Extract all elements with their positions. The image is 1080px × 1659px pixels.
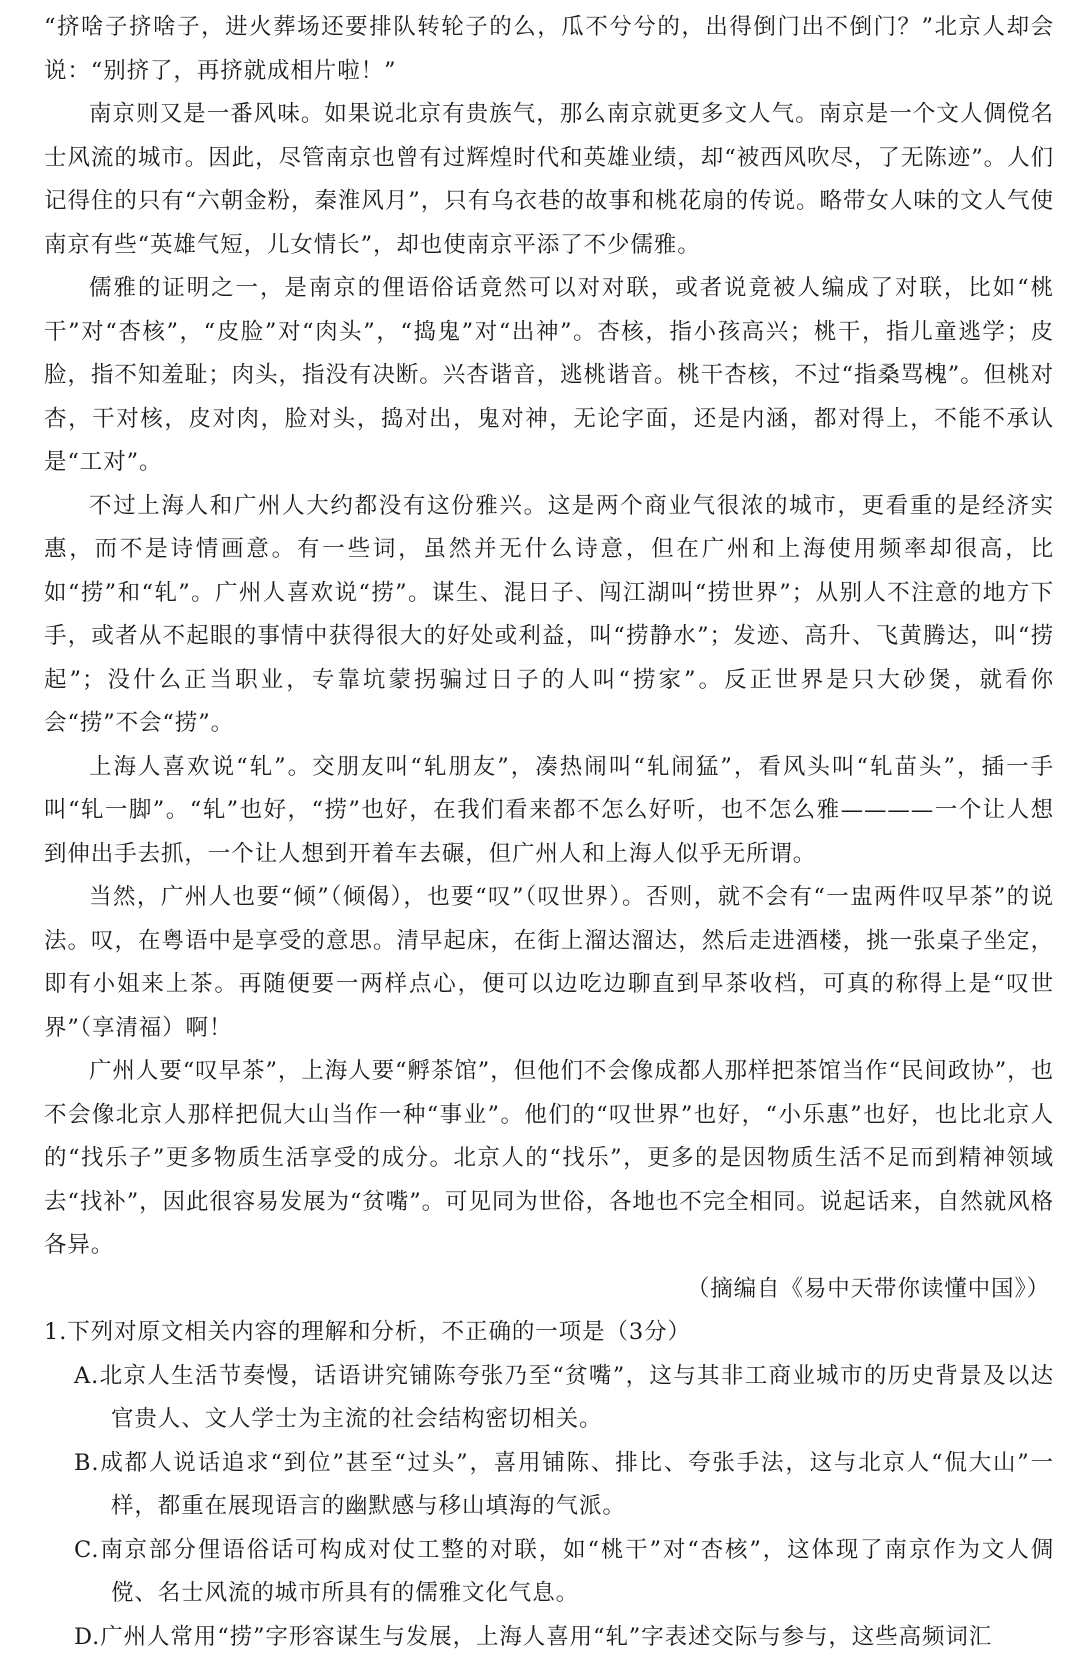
article-paragraph-1: “挤啥子挤啥子，进火葬场还要排队转轮子的么，瓜不兮兮的，出得倒门出不倒门？”北京人却会说：“别挤了，再挤就成相片啦！” bbox=[44, 6, 1054, 93]
question-option-b: B.成都人说话追求“到位”甚至“过头”，喜用铺陈、排比、夸张手法，这与北京人“侃大山”一样，都重在展现语言的幽默感与移山填海的气派。 bbox=[74, 1442, 1054, 1529]
article-paragraph-3: 儒雅的证明之一，是南京的俚语俗话竟然可以对对联，或者说竟被人编成了对联，比如“桃干”对“杏核”，“皮脸”对“肉头”，“捣鬼”对“出神”。杏核，指小孩高兴；桃干，指儿童逃学；皮脸，指不知羞耻；肉头，指没有决断。兴杏谐音，逃桃谐音。桃干杏核，不过“指桑骂槐”。但桃对杏，干对核，皮对肉，脸对头，捣对出，鬼对神，无论字面，还是内涵，都对得上，不能不承认是“工对”。 bbox=[44, 267, 1054, 485]
exam-page bbox=[44, 6, 1054, 1659]
question-option-c: C.南京部分俚语俗话可构成对仗工整的对联，如“桃干”对“杏核”，这体现了南京作为文人倜傥、名士风流的城市所具有的儒雅文化气息。 bbox=[74, 1529, 1054, 1616]
article-paragraph-7: 广州人要“叹早茶”，上海人要“孵茶馆”，但他们不会像成都人那样把茶馆当作“民间政协”，也不会像北京人那样把侃大山当作一种“事业”。他们的“叹世界”也好，“小乐惠”也好，也比北京人的“找乐子”更多物质生活享受的成分。北京人的“找乐”，更多的是因物质生活不足而到精神领域去“找补”，因此很容易发展为“贫嘴”。可见同为世俗，各地也不完全相同。说起话来，自然就风格各异。 bbox=[44, 1050, 1054, 1268]
article-source: （摘编自《易中天带你读懂中国》） bbox=[44, 1268, 1054, 1312]
question-option-d: D.广州人常用“捞”字形容谋生与发展，上海人喜用“轧”字表述交际与参与，这些高频词汇 bbox=[74, 1616, 1054, 1659]
article-paragraph-4: 不过上海人和广州人大约都没有这份雅兴。这是两个商业气很浓的城市，更看重的是经济实惠，而不是诗情画意。有一些词，虽然并无什么诗意，但在广州和上海使用频率却很高，比如“捞”和“轧”。广州人喜欢说“捞”。谋生、混日子、闯江湖叫“捞世界”；从别人不注意的地方下手，或者从不起眼的事情中获得很大的好处或利益，叫“捞静水”；发迹、高升、飞黄腾达，叫“捞起”；没什么正当职业，专靠坑蒙拐骗过日子的人叫“捞家”。反正世界是只大砂煲，就看你会“捞”不会“捞”。 bbox=[44, 485, 1054, 746]
question-option-a: A.北京人生活节奏慢，话语讲究铺陈夸张乃至“贫嘴”，这与其非工商业城市的历史背景及以达官贵人、文人学士为主流的社会结构密切相关。 bbox=[74, 1355, 1054, 1442]
article-paragraph-6: 当然，广州人也要“倾”（倾偈），也要“叹”（叹世界）。否则，就不会有“一盅两件叹早茶”的说法。叹，在粤语中是享受的意思。清早起床，在街上溜达溜达，然后走进酒楼，挑一张桌子坐定，即有小姐来上茶。再随便要一两样点心，便可以边吃边聊直到早茶收档，可真的称得上是“叹世界”（享清福）啊！ bbox=[44, 876, 1054, 1050]
article-paragraph-5: 上海人喜欢说“轧”。交朋友叫“轧朋友”，凑热闹叫“轧闹猛”，看风头叫“轧苗头”，插一手叫“轧一脚”。“轧”也好，“捞”也好，在我们看来都不怎么好听，也不怎么雅————一个让人想到伸出手去抓，一个让人想到开着车去碾，但广州人和上海人似乎无所谓。 bbox=[44, 746, 1054, 877]
article-paragraph-2: 南京则又是一番风味。如果说北京有贵族气，那么南京就更多文人气。南京是一个文人倜傥名士风流的城市。因此，尽管南京也曾有过辉煌时代和英雄业绩，却“被西风吹尽，了无陈迹”。人们记得住的只有“六朝金粉，秦淮风月”，只有乌衣巷的故事和桃花扇的传说。略带女人味的文人气使南京有些“英雄气短，儿女情长”，却也使南京平添了不少儒雅。 bbox=[44, 93, 1054, 267]
question-stem: 1.下列对原文相关内容的理解和分析，不正确的一项是（3分） bbox=[44, 1311, 1054, 1355]
